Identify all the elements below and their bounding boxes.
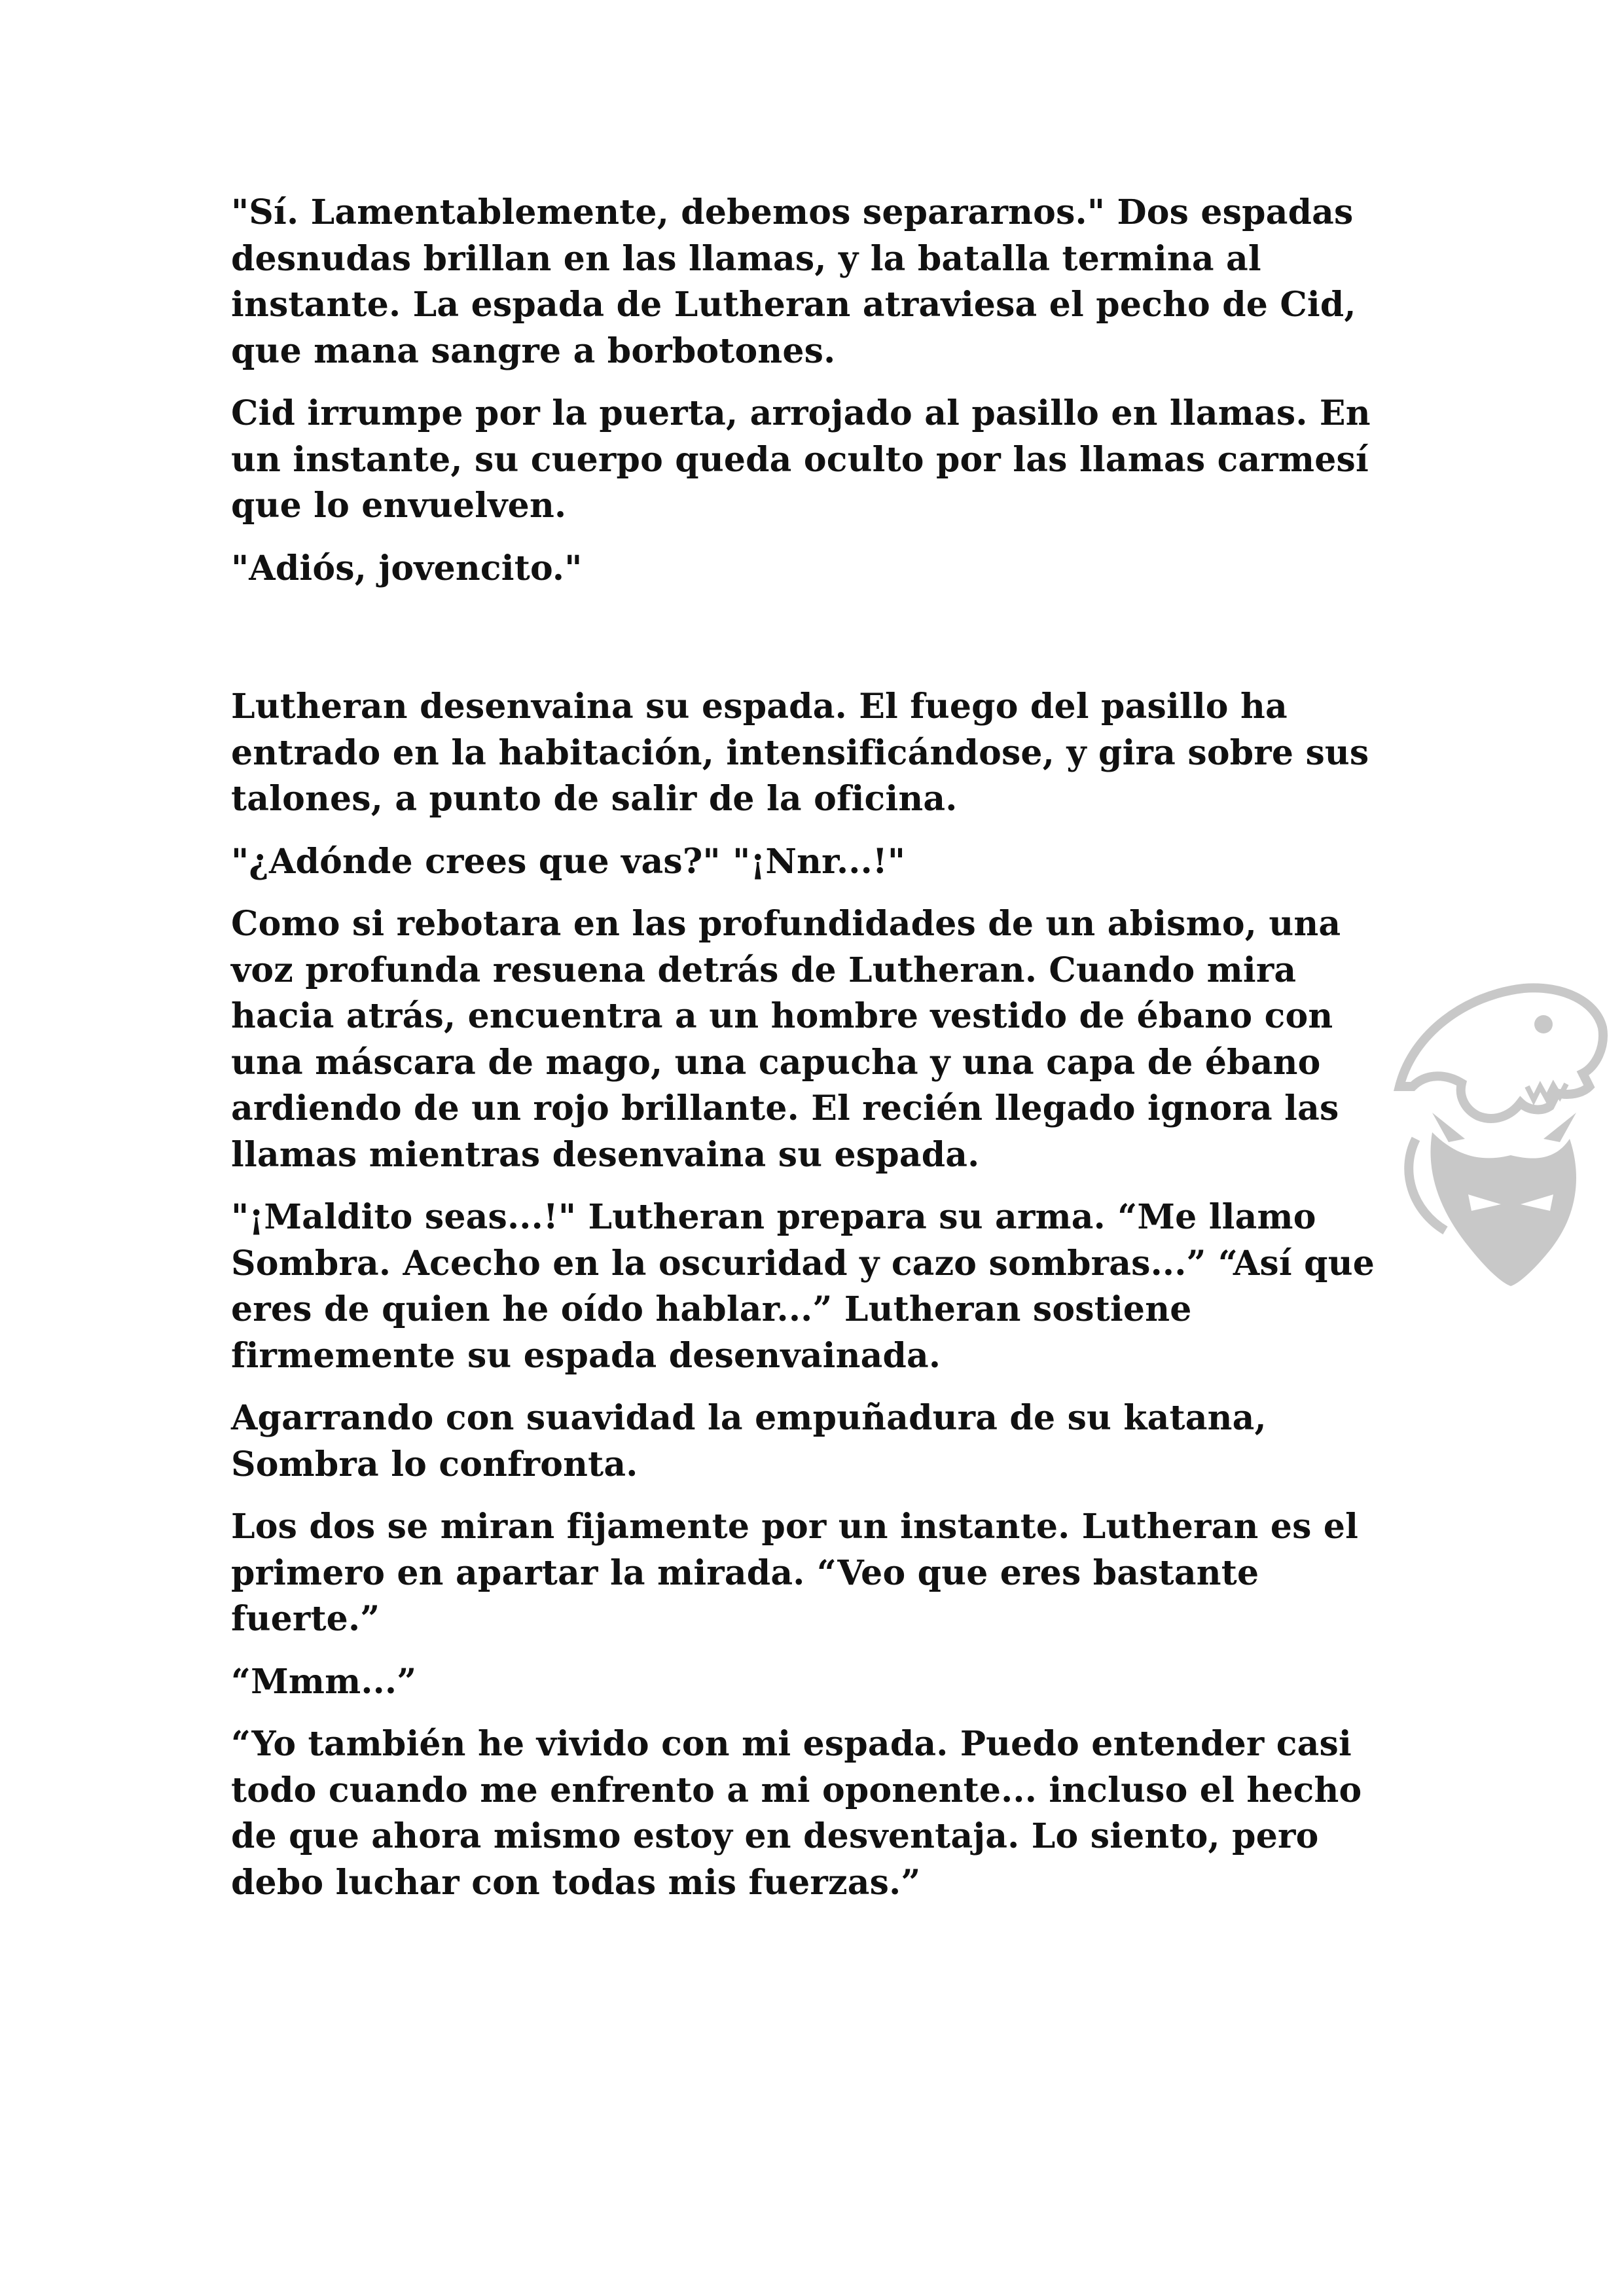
paragraph-3: "Adiós, jovencito." — [231, 548, 583, 588]
paragraph-7: "¡Maldito seas...!" Lutheran prepara su arma. “Me llamo Sombra. Acecho en la oscuridad y cazo sombras...” “Así que eres de quien he oído hablar...” Lutheran sostiene firmemente su espada desenvainada. — [231, 1197, 1375, 1376]
paragraph-1: "Sí. Lamentablemente, debemos separarnos." Dos espadas desnudas brillan en las llamas, y la batalla termina al instante. La espada de Lutheran atraviesa el pecho de Cid, que mana sangre a borbotones. — [231, 192, 1356, 371]
paragraph-4: Lutheran desenvaina su espada. El fuego del pasillo ha entrado en la habitación, intensificándose, y gira sobre sus talones, a punto de salir de la oficina. — [231, 687, 1369, 819]
paragraph-11: “Yo también he vivido con mi espada. Puedo entender casi todo cuando me enfrento a mi oponente... incluso el hecho de que ahora mismo estoy en desventaja. Lo siento, pero debo luchar con todas mis fuerzas.” — [231, 1724, 1362, 1903]
paragraph-5: "¿Adónde crees que vas?" "¡Nnr...!" — [231, 841, 906, 882]
watermark-logo-icon — [1386, 975, 1609, 1289]
paragraph-6: Como si rebotara en las profundidades de un abismo, una voz profunda resuena detrás de Lutheran. Cuando mira hacia atrás, encuentra a un hombre vestido de ébano con una máscara de mago, una capucha y una capa de ébano ardiendo de un rojo brillante. El recién llegado ignora las llamas mientras desenvaina su espada. — [231, 904, 1341, 1175]
paragraph-2: Cid irrumpe por la puerta, arrojado al pasillo en llamas. En un instante, su cuerpo queda oculto por las llamas carmesí que lo envuelven. — [231, 393, 1371, 526]
paragraph-8: Agarrando con suavidad la empuñadura de su katana, Sombra lo confronta. — [231, 1398, 1267, 1484]
paragraph-9: Los dos se miran fijamente por un instante. Lutheran es el primero en apartar la mirada. “Veo que eres bastante fuerte.” — [231, 1507, 1359, 1639]
paragraph-10: “Mmm...” — [231, 1661, 417, 1702]
story-text — [231, 190, 1409, 1922]
